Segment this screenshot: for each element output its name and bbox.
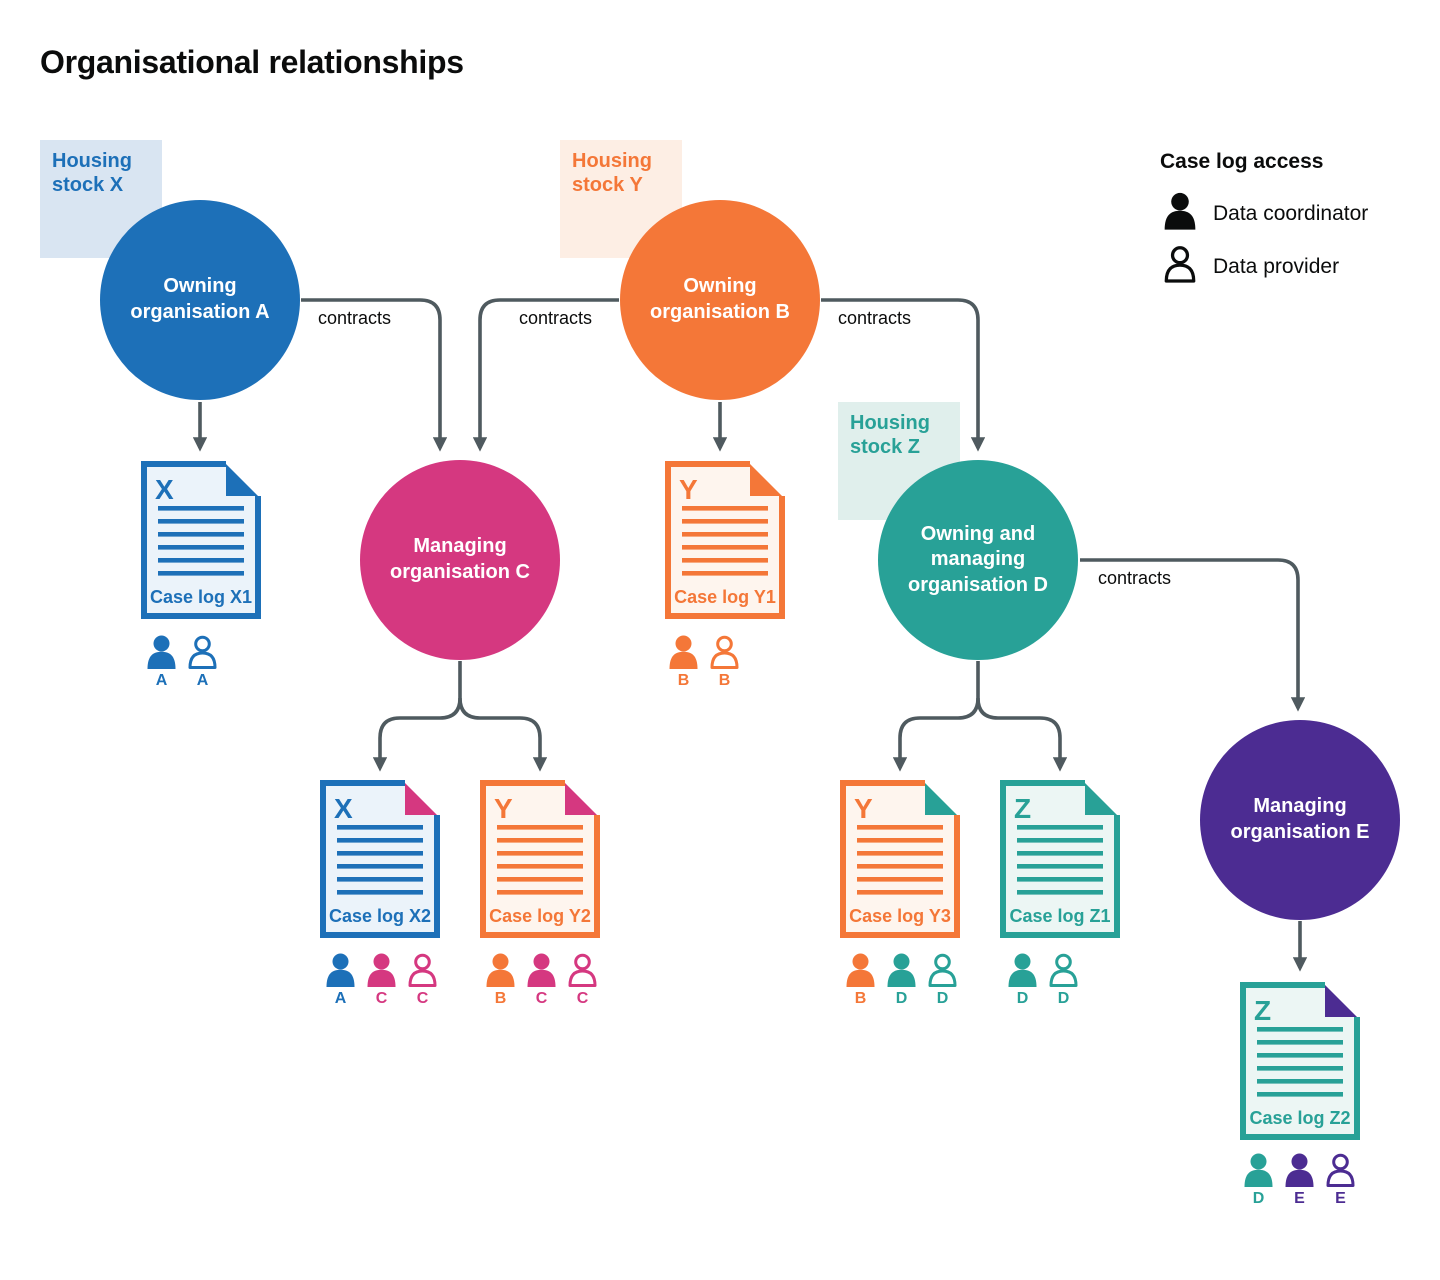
arrow-d-to-caselog-y3 — [900, 661, 978, 768]
org-circle-owning-managing-d — [878, 460, 1078, 660]
case-log-z1-document — [1000, 780, 1120, 938]
doc-letter: Y — [494, 793, 513, 824]
access-org-letter: C — [535, 990, 548, 1007]
case-log-y2-document — [480, 780, 600, 938]
data-coordinator-icon — [1243, 1153, 1274, 1207]
org-circle-managing-e — [1200, 720, 1400, 920]
contracts-label-d-e: contracts — [1098, 568, 1172, 588]
case-log-x1-document — [141, 461, 261, 619]
access-org-letter: D — [936, 990, 949, 1007]
access-org-letter: D — [1252, 1190, 1265, 1207]
doc-caption: Case log Z1 — [1009, 906, 1111, 926]
fold-corner — [925, 783, 957, 815]
arrow-d-to-caselog-z1 — [978, 698, 1060, 768]
doc-caption: Case log X1 — [149, 587, 253, 607]
case-log-y1-document — [665, 461, 785, 619]
access-org-letter: C — [375, 990, 388, 1007]
case-log-y3-access — [845, 953, 958, 1007]
org-circle-owning-a — [100, 200, 300, 400]
fold-corner — [1325, 985, 1357, 1017]
data-provider-icon — [1325, 1153, 1356, 1207]
case-log-x2-access — [325, 953, 438, 1007]
contracts-label-b-c: contracts — [519, 308, 593, 328]
contracts-label-b-d: contracts — [838, 308, 912, 328]
data-coordinator-icon — [1163, 192, 1197, 236]
access-org-letter: D — [895, 990, 908, 1007]
document-icon — [840, 780, 960, 938]
fold-corner — [750, 464, 782, 496]
fold-corner — [226, 464, 258, 496]
data-provider-icon — [1048, 953, 1079, 1007]
org-circle-owning-b — [620, 200, 820, 400]
org-circle-managing-c — [360, 460, 560, 660]
data-coordinator-icon — [146, 635, 177, 689]
access-org-letter: B — [854, 990, 867, 1007]
doc-caption: Case log Y2 — [489, 906, 591, 926]
document-icon — [320, 780, 440, 938]
access-org-letter: B — [718, 672, 731, 689]
data-coordinator-icon — [845, 953, 876, 1007]
doc-letter: Y — [679, 474, 698, 505]
data-coordinator-icon — [325, 953, 356, 1007]
access-org-letter: A — [155, 672, 168, 689]
data-coordinator-icon — [886, 953, 917, 1007]
case-log-y2-access — [485, 953, 598, 1007]
doc-letter: Y — [854, 793, 873, 824]
data-coordinator-icon — [668, 635, 699, 689]
legend-item-data-coordinator — [1163, 192, 1368, 236]
access-org-letter: E — [1335, 1190, 1346, 1207]
data-provider-icon — [407, 953, 438, 1007]
access-org-letter: B — [677, 672, 690, 689]
case-log-y3-document — [840, 780, 960, 938]
org-b-label: Owning organisation B — [649, 275, 790, 323]
access-org-letter: A — [196, 672, 209, 689]
doc-letter: Z — [1014, 793, 1032, 824]
document-icon — [1240, 982, 1360, 1140]
access-org-letter: B — [494, 990, 507, 1007]
housing-stock-z-label: Housing stock Z — [850, 412, 930, 458]
data-provider-icon — [567, 953, 598, 1007]
org-a-label: Owning organisation A — [130, 275, 270, 323]
data-provider-icon — [927, 953, 958, 1007]
legend-item-data-provider — [1163, 245, 1339, 289]
doc-letter: X — [155, 474, 174, 505]
data-coordinator-icon — [526, 953, 557, 1007]
document-icon — [480, 780, 600, 938]
org-e-label: Managing organisation E — [1230, 795, 1370, 843]
doc-letter: X — [334, 793, 353, 824]
housing-stock-y-label: Housing stock Y — [572, 150, 652, 196]
access-org-letter: D — [1016, 990, 1029, 1007]
access-org-letter: D — [1057, 990, 1070, 1007]
data-coordinator-icon — [485, 953, 516, 1007]
data-coordinator-icon — [1007, 953, 1038, 1007]
legend-title: Case log access — [1160, 150, 1324, 173]
arrow-c-to-caselog-x2 — [380, 661, 460, 768]
doc-caption: Case log Y1 — [674, 587, 776, 607]
org-c-label: Managing organisation C — [389, 535, 530, 583]
access-org-letter: E — [1294, 1190, 1305, 1207]
fold-corner — [565, 783, 597, 815]
case-log-x1-access — [146, 635, 218, 689]
doc-caption: Case log Z2 — [1249, 1108, 1351, 1128]
case-log-z2-document — [1240, 982, 1360, 1140]
fold-corner — [405, 783, 437, 815]
access-org-letter: C — [416, 990, 429, 1007]
data-coordinator-icon — [366, 953, 397, 1007]
access-org-letter: C — [576, 990, 589, 1007]
legend-label: Data provider — [1213, 255, 1340, 278]
legend-label: Data coordinator — [1213, 202, 1369, 225]
case-log-y1-access — [668, 635, 740, 689]
doc-caption: Case log X2 — [328, 906, 432, 926]
document-icon — [141, 461, 261, 619]
contracts-label-a-c: contracts — [318, 308, 392, 328]
document-icon — [1000, 780, 1120, 938]
fold-corner — [1085, 783, 1117, 815]
arrow-c-to-caselog-y2 — [460, 698, 540, 768]
document-icon — [665, 461, 785, 619]
data-provider-icon — [187, 635, 218, 689]
doc-letter: Z — [1254, 995, 1272, 1026]
doc-caption: Case log Y3 — [849, 906, 951, 926]
page-title: Organisational relationships — [40, 44, 464, 80]
data-provider-icon — [709, 635, 740, 689]
data-provider-icon — [1163, 245, 1197, 289]
org-d-label: Owning and managing organisation D — [907, 522, 1048, 596]
case-log-z1-access — [1007, 953, 1079, 1007]
case-log-z2-access — [1243, 1153, 1356, 1207]
access-org-letter: A — [334, 990, 347, 1007]
case-log-x2-document — [320, 780, 440, 938]
data-coordinator-icon — [1284, 1153, 1315, 1207]
housing-stock-x-label: Housing stock X — [52, 150, 132, 196]
